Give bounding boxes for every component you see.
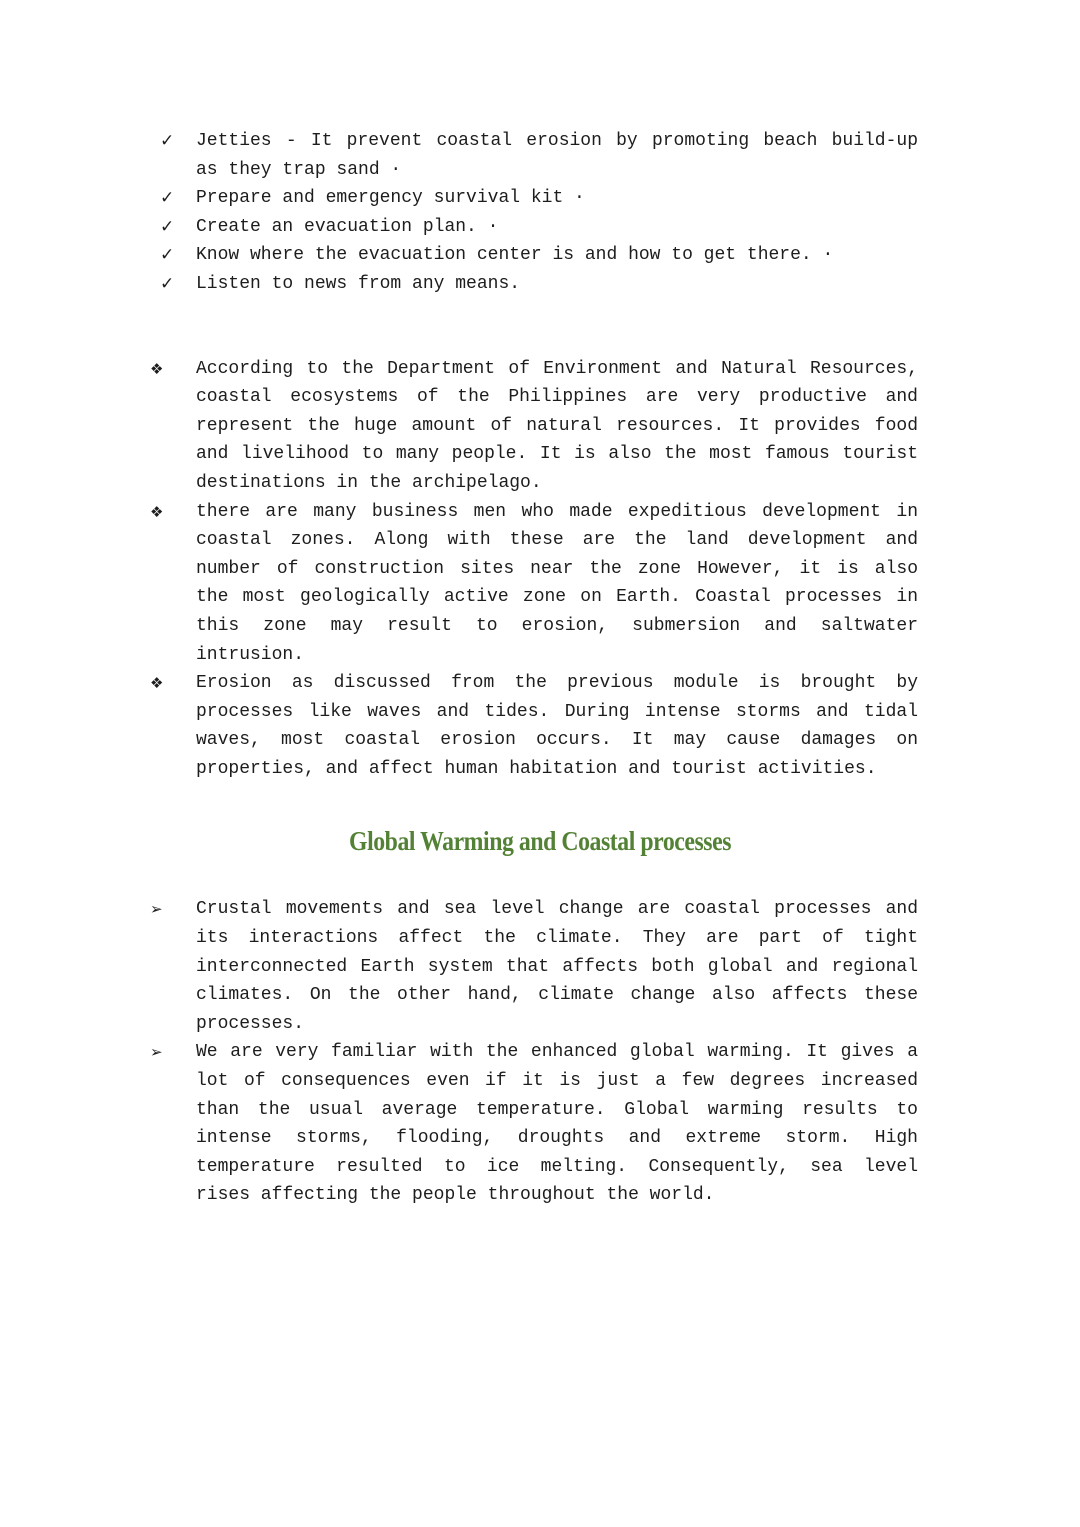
diamond-bullet-icon: ❖: [150, 674, 164, 693]
list-item: [160, 270, 1080, 299]
list-item: [150, 355, 1080, 498]
arrow-bullet-icon: ➢: [150, 1043, 163, 1062]
list-item-text: We are very familiar with the enhanced global warming. It gives a lot of consequences even if it is just a few degrees increased than the usual average temperature. Global warming results to intense storms, flooding, droughts and extreme storm. High temperature resulted to ice melting. Consequently, sea level rises affecting the people throughout the world.: [196, 1042, 918, 1206]
list-item: [150, 1038, 1080, 1210]
list-item: [150, 669, 1080, 783]
list-item: [150, 498, 1080, 670]
list-item-text: there are many business men who made expeditious development in coastal zones. Along with these are the land development and number of construction sites near the zone However, it is also the most geologically active zone on Earth. Coastal processes in this zone may result to erosion, submersion and saltwater intrusion.: [196, 501, 918, 665]
list-item-text: Create an evacuation plan. ·: [196, 216, 499, 237]
diamond-list: [0, 355, 1080, 784]
list-item-text: According to the Department of Environment and Natural Resources, coastal ecosystems of the Philippines are very productive and represent the huge amount of natural resources. It provides food and livelihood to many people. It is also the most famous tourist destinations in the archipelago.: [196, 358, 918, 493]
list-item-text: Prepare and emergency survival kit ·: [196, 188, 585, 209]
list-item-text: Erosion as discussed from the previous module is brought by processes like waves and tides. During intense storms and tidal waves, most coastal erosion occurs. It may cause damages on properties, and affect human habitation and tourist activities.: [196, 673, 918, 779]
list-item: [150, 895, 1080, 1038]
list-item: [160, 127, 1080, 184]
check-bullet-icon: ✓: [160, 188, 175, 209]
check-bullet-icon: ✓: [160, 273, 175, 294]
arrow-list: [0, 895, 1080, 1210]
list-item-text: Listen to news from any means.: [196, 273, 521, 294]
check-list: [0, 127, 1080, 299]
check-bullet-icon: ✓: [160, 131, 175, 151]
diamond-bullet-icon: ❖: [150, 502, 164, 521]
section-heading: [0, 823, 1080, 859]
list-item-text: Crustal movements and sea level change are coastal processes and its interactions affect the climate. They are part of tight interconnected Earth system that affects both global and regional climates. On the other hand, climate change also affects these processes.: [196, 899, 918, 1034]
check-bullet-icon: ✓: [160, 245, 175, 266]
list-item: [160, 184, 1080, 213]
arrow-bullet-icon: ➢: [150, 900, 163, 919]
section-heading-text: Global Warming and Coastal processes: [349, 826, 731, 857]
list-item-text: Jetties - It prevent coastal erosion by promoting beach build-up as they trap sand ·: [196, 131, 918, 180]
check-bullet-icon: ✓: [160, 216, 175, 237]
list-item-text: Know where the evacuation center is and how to get there. ·: [196, 245, 834, 266]
list-item: [160, 241, 1080, 270]
diamond-bullet-icon: ❖: [150, 359, 164, 378]
list-item: [160, 213, 1080, 242]
